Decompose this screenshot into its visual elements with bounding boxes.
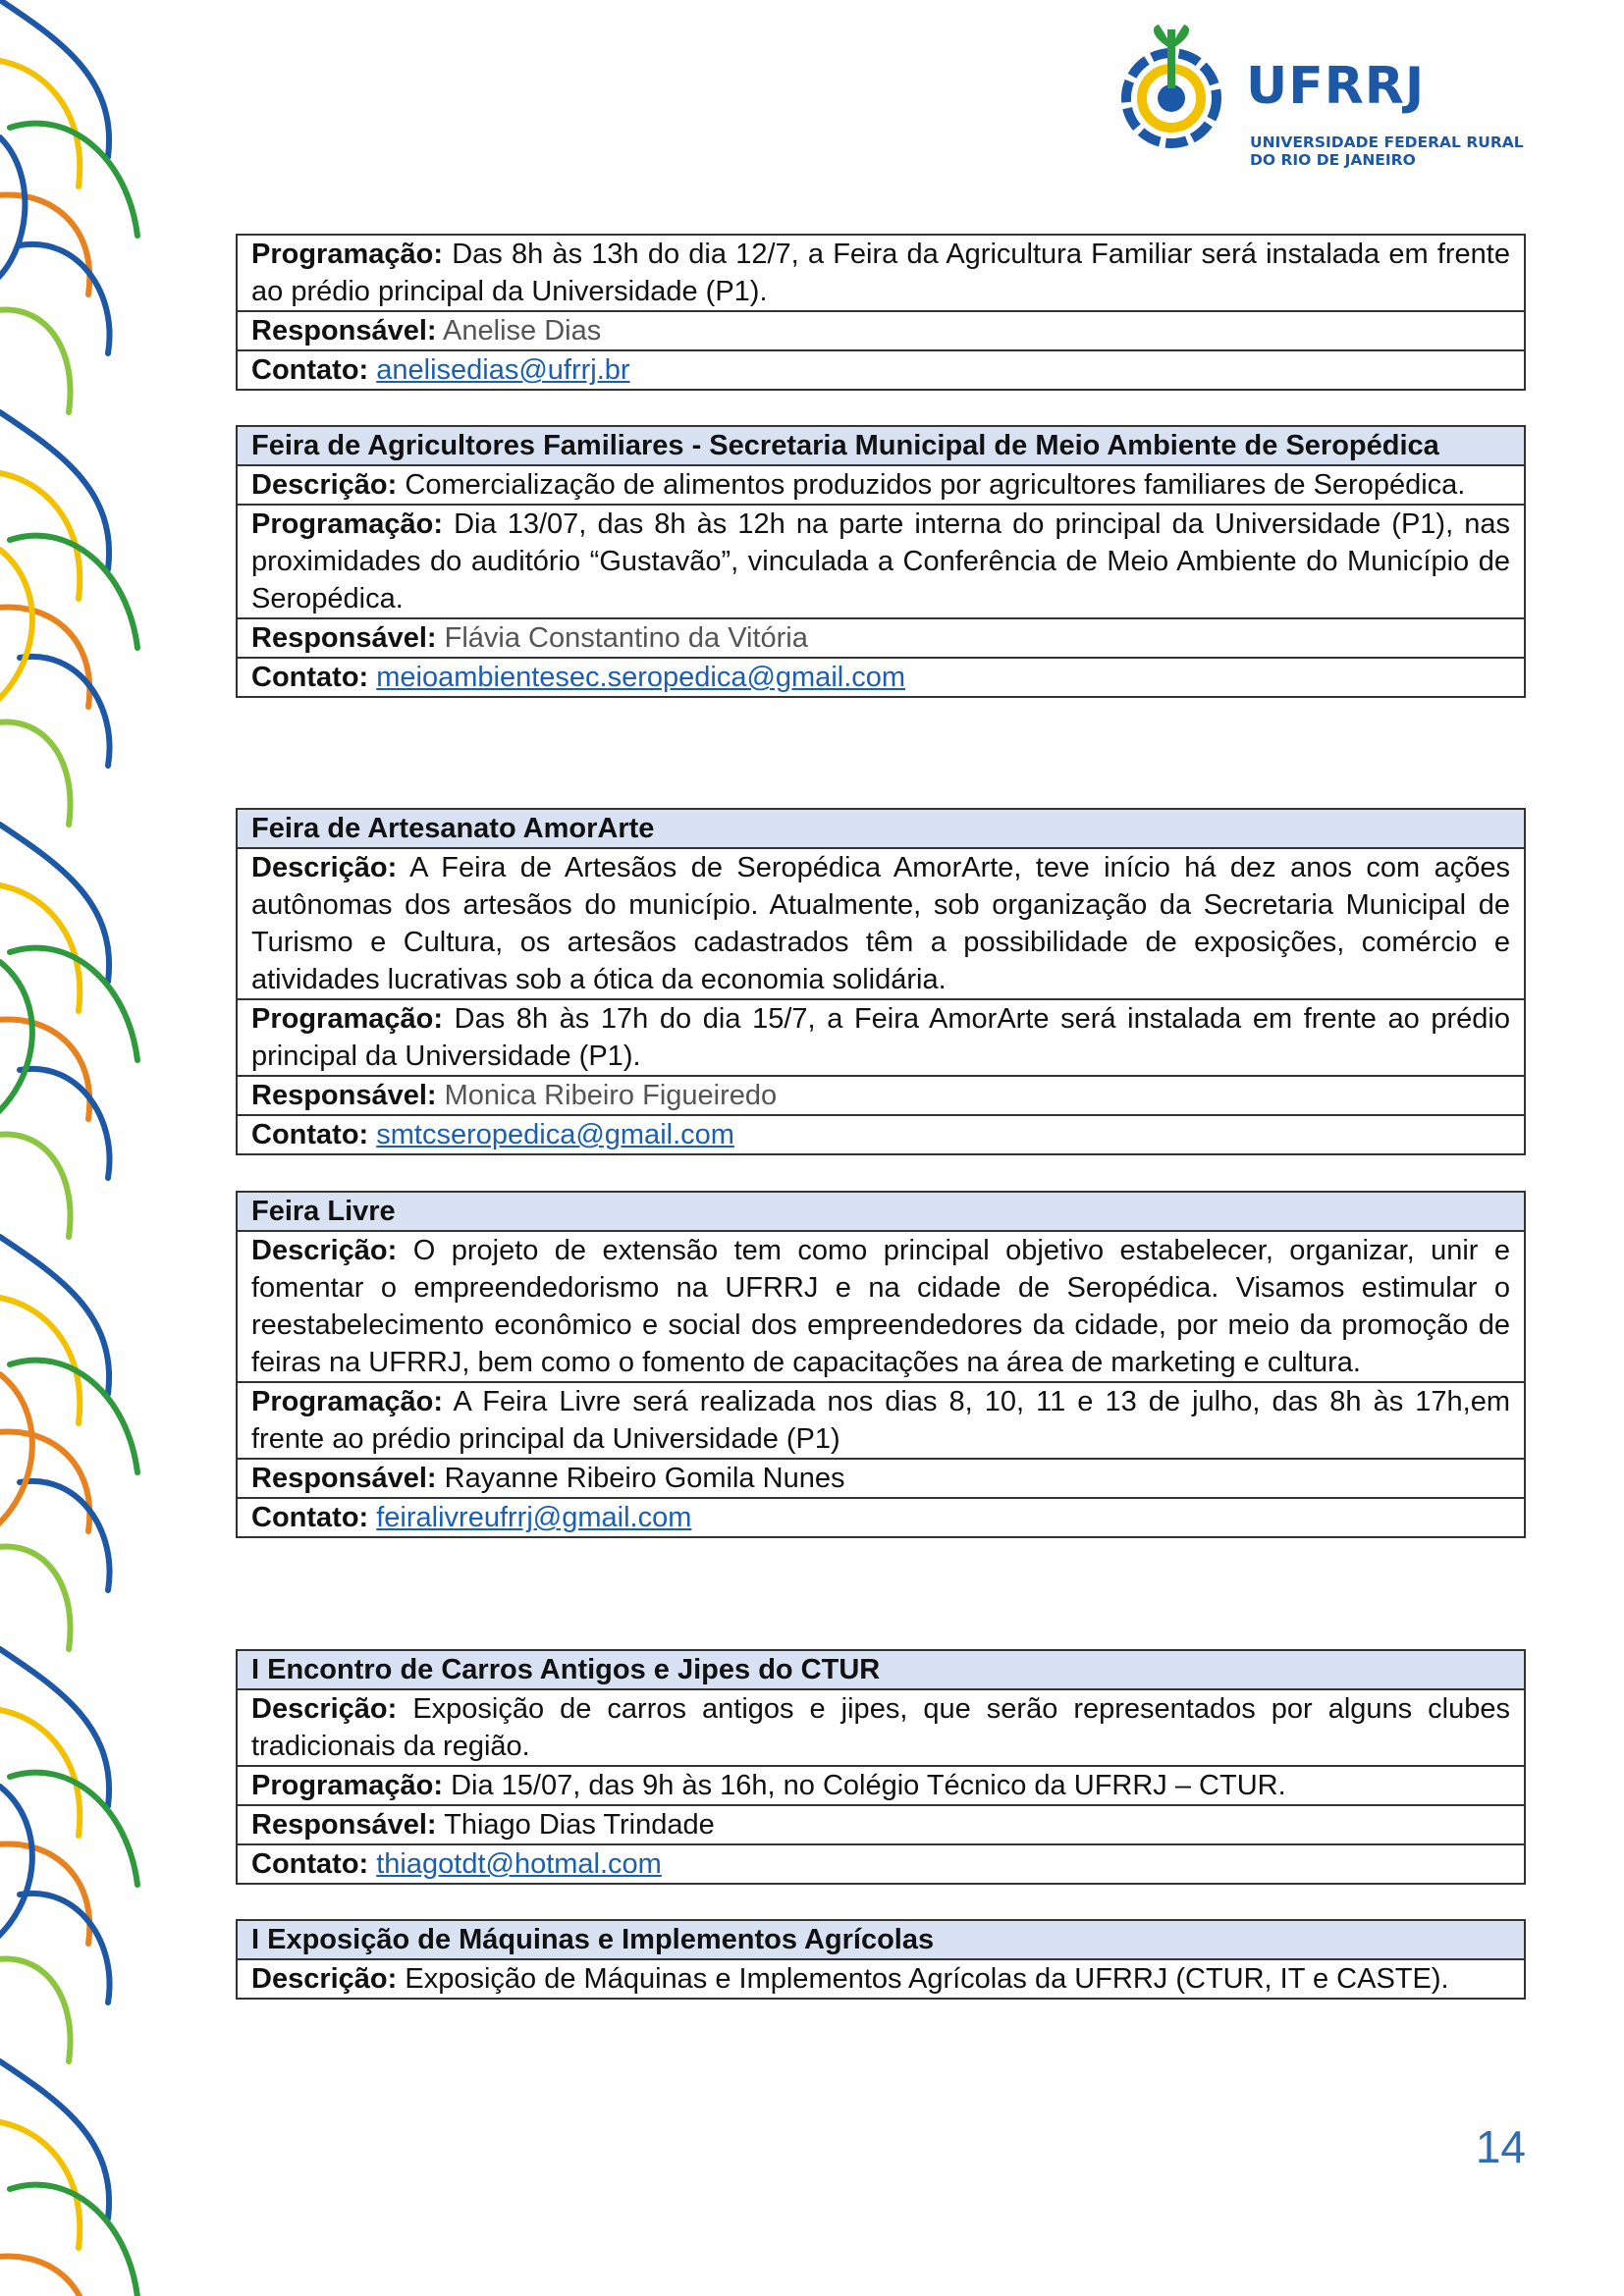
event-table-feira-agricultores <box>236 425 1526 698</box>
responsavel-row <box>238 1075 1524 1114</box>
event-table-agricultura-familiar <box>236 234 1526 391</box>
responsavel-row <box>238 310 1524 349</box>
programacao-row <box>238 504 1524 617</box>
descricao-label: Descrição: <box>251 852 398 883</box>
programacao-row <box>238 236 1524 310</box>
descricao-value: A Feira de Artesãos de Seropédica AmorArte, teve início há dez anos com ações autônomas dos artesãos do município. Atualmente, sob organização da Secretaria Municipal de Turismo e Cultura, os artesãos cadastrados têm a possibilidade de exposições, comércio e atividades lucrativas sob a ótica da economia solidária. <box>251 852 1510 995</box>
descricao-row <box>238 1688 1524 1765</box>
contato-email-link[interactable]: meioambientesec.seropedica@gmail.com <box>376 662 906 693</box>
descricao-row <box>238 1958 1524 1998</box>
responsavel-value: Anelise Dias <box>436 315 602 347</box>
responsavel-row <box>238 617 1524 657</box>
descricao-row <box>238 1230 1524 1381</box>
responsavel-value: Flávia Constantino da Vitória <box>436 622 808 654</box>
descricao-label: Descrição: <box>251 1235 398 1266</box>
descricao-label: Descrição: <box>251 1693 398 1725</box>
event-table-carros-antigos <box>236 1649 1526 1885</box>
contato-email-link[interactable]: anelisedias@ufrrj.br <box>376 354 630 386</box>
responsavel-label: Responsável: <box>251 1080 437 1111</box>
contato-row <box>238 1497 1524 1536</box>
responsavel-label: Responsável: <box>251 315 437 347</box>
event-title: I Exposição de Máquinas e Implementos Agrícolas <box>238 1921 1524 1958</box>
programacao-value: Das 8h às 13h do dia 12/7, a Feira da Agricultura Familiar será instalada em frente ao prédio principal da Universidade (P1). <box>251 239 1510 307</box>
contato-label: Contato: <box>251 354 369 386</box>
contato-label: Contato: <box>251 1502 369 1533</box>
programacao-label: Programação: <box>251 1770 444 1801</box>
contato-label: Contato: <box>251 1848 369 1880</box>
programacao-value: Dia 13/07, das 8h às 12h na parte interna do principal da Universidade (P1), nas proximidades do auditório “Gustavão”, vinculada a Conferência de Meio Ambiente do Município de Seropédica. <box>251 508 1510 614</box>
contato-row <box>238 1114 1524 1153</box>
programacao-row <box>238 1381 1524 1458</box>
programacao-label: Programação: <box>251 508 444 540</box>
responsavel-label: Responsável: <box>251 1809 437 1841</box>
logo-subtitle-line2: DO RIO DE JANEIRO <box>1250 151 1416 169</box>
responsavel-label: Responsável: <box>251 1463 437 1494</box>
logo-subtitle-line1: UNIVERSIDADE FEDERAL RURAL <box>1250 133 1524 151</box>
programacao-label: Programação: <box>251 1386 444 1417</box>
responsavel-value: Rayanne Ribeiro Gomila Nunes <box>436 1463 845 1494</box>
contato-email-link[interactable]: thiagotdt@hotmal.com <box>376 1848 662 1880</box>
contato-email-link[interactable]: feiralivreufrrj@gmail.com <box>376 1502 692 1533</box>
event-title: Feira de Artesanato AmorArte <box>238 810 1524 847</box>
ufrrj-logo <box>1105 20 1524 169</box>
event-title: Feira Livre <box>238 1193 1524 1230</box>
contato-label: Contato: <box>251 1119 369 1150</box>
descricao-label: Descrição: <box>251 1963 398 1995</box>
descricao-value: Comercialização de alimentos produzidos por agricultores familiares de Seropédica. <box>397 469 1466 501</box>
programacao-label: Programação: <box>251 1003 444 1035</box>
programacao-value: Das 8h às 17h do dia 15/7, a Feira AmorArte será instalada em frente ao prédio principal da Universidade (P1). <box>251 1003 1510 1072</box>
contato-label: Contato: <box>251 662 369 693</box>
programacao-label: Programação: <box>251 239 444 270</box>
responsavel-label: Responsável: <box>251 622 437 654</box>
contato-row <box>238 1843 1524 1883</box>
contato-row <box>238 657 1524 696</box>
programacao-value: A Feira Livre será realizada nos dias 8, 10, 11 e 13 de julho, das 8h às 17h,em frente ao prédio principal da Universidade (P1) <box>251 1386 1510 1455</box>
contato-row <box>238 349 1524 389</box>
contato-email-link[interactable]: smtcseropedica@gmail.com <box>376 1119 734 1150</box>
descricao-value: O projeto de extensão tem como principal objetivo estabelecer, organizar, unir e fomentar o empreendedorismo na UFRRJ e na cidade de Seropédica. Visamos estimular o reestabelecimento econômico e social dos empreendedores da cidade, por meio da promoção de feiras na UFRRJ, bem como o fomento de capacitações na área de marketing e cultura. <box>251 1235 1510 1378</box>
event-title: I Encontro de Carros Antigos e Jipes do CTUR <box>238 1651 1524 1688</box>
responsavel-value: Thiago Dias Trindade <box>436 1809 715 1841</box>
event-table-feira-livre <box>236 1191 1526 1538</box>
descricao-value: Exposição de Máquinas e Implementos Agrícolas da UFRRJ (CTUR, IT e CASTE). <box>397 1963 1449 1995</box>
descricao-label: Descrição: <box>251 469 398 501</box>
event-table-amorarte <box>236 808 1526 1155</box>
ufrrj-emblem-icon <box>1105 20 1237 167</box>
descricao-row <box>238 464 1524 504</box>
responsavel-row <box>238 1458 1524 1497</box>
responsavel-value: Monica Ribeiro Figueiredo <box>436 1080 778 1111</box>
descricao-row <box>238 847 1524 998</box>
descricao-value: Exposição de carros antigos e jipes, que serão representados por alguns clubes tradicionais da região. <box>251 1693 1510 1762</box>
programacao-row <box>238 1765 1524 1804</box>
event-table-maquinas-agricolas <box>236 1919 1526 2000</box>
programacao-row <box>238 998 1524 1075</box>
programacao-value: Dia 15/07, das 9h às 16h, no Colégio Técnico da UFRRJ – CTUR. <box>443 1770 1286 1801</box>
decorative-leaf-border <box>0 0 211 2296</box>
event-title: Feira de Agricultores Familiares - Secretaria Municipal de Meio Ambiente de Seropédica <box>238 427 1524 464</box>
page-number: 14 <box>1475 2121 1526 2172</box>
logo-title: UFRRJ <box>1246 57 1426 116</box>
responsavel-row <box>238 1804 1524 1843</box>
